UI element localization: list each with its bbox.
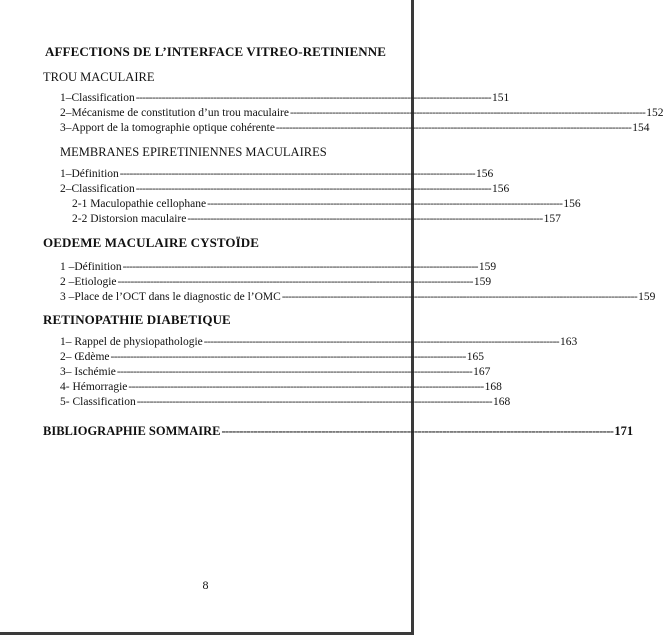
page-number: 8 bbox=[202, 578, 209, 592]
toc-entry[interactable] bbox=[60, 351, 485, 363]
toc-entry-label: 4- Hémorragie bbox=[60, 381, 128, 393]
dot-leader: -------------------------------------------------------------------------------------------------------------- bbox=[289, 107, 646, 119]
toc-entry[interactable] bbox=[60, 168, 494, 180]
toc-entry-page: 152 bbox=[646, 107, 664, 119]
toc-entry-page: 163 bbox=[560, 336, 578, 348]
toc-entry-label: 2–Mécanisme de constitution d’un trou maculaire bbox=[60, 107, 289, 119]
toc-entry-page: 165 bbox=[466, 351, 485, 363]
toc-entry-label: 5- Classification bbox=[60, 396, 136, 408]
toc-entry[interactable] bbox=[72, 213, 561, 225]
dot-leader: -------------------------------------------------------------------------------------------------------------- bbox=[275, 122, 632, 134]
section-title-diabetic-retinopathy: RETINOPATHIE DIABETIQUE bbox=[43, 312, 231, 327]
toc-entry-page: 159 bbox=[478, 261, 497, 273]
toc-entry-page: 167 bbox=[473, 366, 491, 378]
dot-leader: -------------------------------------------------------------------------------------------------------------- bbox=[207, 198, 563, 210]
toc-entry-page: 168 bbox=[492, 396, 511, 408]
dot-leader: -------------------------------------------------------------------------------------------------------------- bbox=[122, 261, 478, 273]
dot-leader: -------------------------------------------------------------------------------------------------------------- bbox=[221, 424, 614, 438]
subsection-title-epiretinal: MEMBRANES EPIRETINIENNES MACULAIRES bbox=[60, 145, 327, 159]
section-title-bibliography: BIBLIOGRAPHIE SOMMAIRE bbox=[43, 424, 221, 438]
toc-entry-page: 154 bbox=[632, 122, 650, 134]
toc-entry-label: 2–Classification bbox=[60, 183, 135, 195]
toc-entry[interactable] bbox=[60, 381, 502, 393]
section-title-vitreo-retinal: AFFECTIONS DE L’INTERFACE VITREO-RETINIENNE bbox=[45, 44, 387, 59]
toc-entry-label: 1–Classification bbox=[60, 92, 135, 104]
toc-entry-bibliography[interactable] bbox=[43, 424, 634, 439]
toc-entry-label: 1 –Définition bbox=[60, 261, 122, 273]
toc-entry-page: 159 bbox=[473, 276, 492, 288]
toc-entry-label: 2-2 Distorsion maculaire bbox=[72, 213, 187, 225]
dot-leader: -------------------------------------------------------------------------------------------------------------- bbox=[135, 183, 492, 195]
subsection-title-macular-hole: TROU MACULAIRE bbox=[43, 70, 155, 84]
toc-entry[interactable] bbox=[60, 291, 656, 303]
dot-leader: -------------------------------------------------------------------------------------------------------------- bbox=[128, 381, 484, 393]
section-title-cme: OEDEME MACULAIRE CYSTOÏDE bbox=[43, 235, 260, 250]
toc-entry[interactable] bbox=[72, 198, 581, 210]
toc-entry[interactable] bbox=[60, 276, 492, 288]
dot-leader: -------------------------------------------------------------------------------------------------------------- bbox=[187, 213, 543, 225]
toc-entry[interactable] bbox=[60, 336, 578, 348]
toc-entry-label: 2– Œdème bbox=[60, 351, 110, 363]
dot-leader: -------------------------------------------------------------------------------------------------------------- bbox=[119, 168, 476, 180]
toc-entry[interactable] bbox=[60, 92, 510, 104]
toc-entry-label: 2-1 Maculopathie cellophane bbox=[72, 198, 207, 210]
toc-entry-label: 1– Rappel de physiopathologie bbox=[60, 336, 203, 348]
toc-entry-label: 1–Définition bbox=[60, 168, 119, 180]
toc-entry-label: 3– Ischémie bbox=[60, 366, 116, 378]
dot-leader: -------------------------------------------------------------------------------------------------------------- bbox=[116, 366, 473, 378]
toc-entry-label: 2 –Etiologie bbox=[60, 276, 117, 288]
toc-entry-page: 156 bbox=[563, 198, 581, 210]
toc-entry-page: 157 bbox=[543, 213, 561, 225]
toc-entry-page: 151 bbox=[492, 92, 510, 104]
toc-entry-label: 3–Apport de la tomographie optique cohérente bbox=[60, 122, 275, 134]
toc-entry[interactable] bbox=[60, 261, 497, 273]
dot-leader: -------------------------------------------------------------------------------------------------------------- bbox=[136, 396, 492, 408]
toc-entry-page: 156 bbox=[476, 168, 494, 180]
toc-entry[interactable] bbox=[60, 366, 491, 378]
toc-entry[interactable] bbox=[60, 107, 664, 119]
dot-leader: -------------------------------------------------------------------------------------------------------------- bbox=[117, 276, 473, 288]
toc-entry[interactable] bbox=[60, 122, 650, 134]
toc-entry-page: 168 bbox=[484, 381, 502, 393]
toc-entry-page: 171 bbox=[614, 424, 634, 438]
dot-leader: -------------------------------------------------------------------------------------------------------------- bbox=[281, 291, 638, 303]
toc-entry-label: 3 –Place de l’OCT dans le diagnostic de l’OMC bbox=[60, 291, 281, 303]
dot-leader: -------------------------------------------------------------------------------------------------------------- bbox=[135, 92, 492, 104]
toc-entry[interactable] bbox=[60, 183, 510, 195]
toc-entry-page: 159 bbox=[638, 291, 656, 303]
toc-entry-page: 156 bbox=[492, 183, 510, 195]
dot-leader: -------------------------------------------------------------------------------------------------------------- bbox=[203, 336, 560, 348]
dot-leader: -------------------------------------------------------------------------------------------------------------- bbox=[110, 351, 466, 363]
toc-entry[interactable] bbox=[60, 396, 511, 408]
